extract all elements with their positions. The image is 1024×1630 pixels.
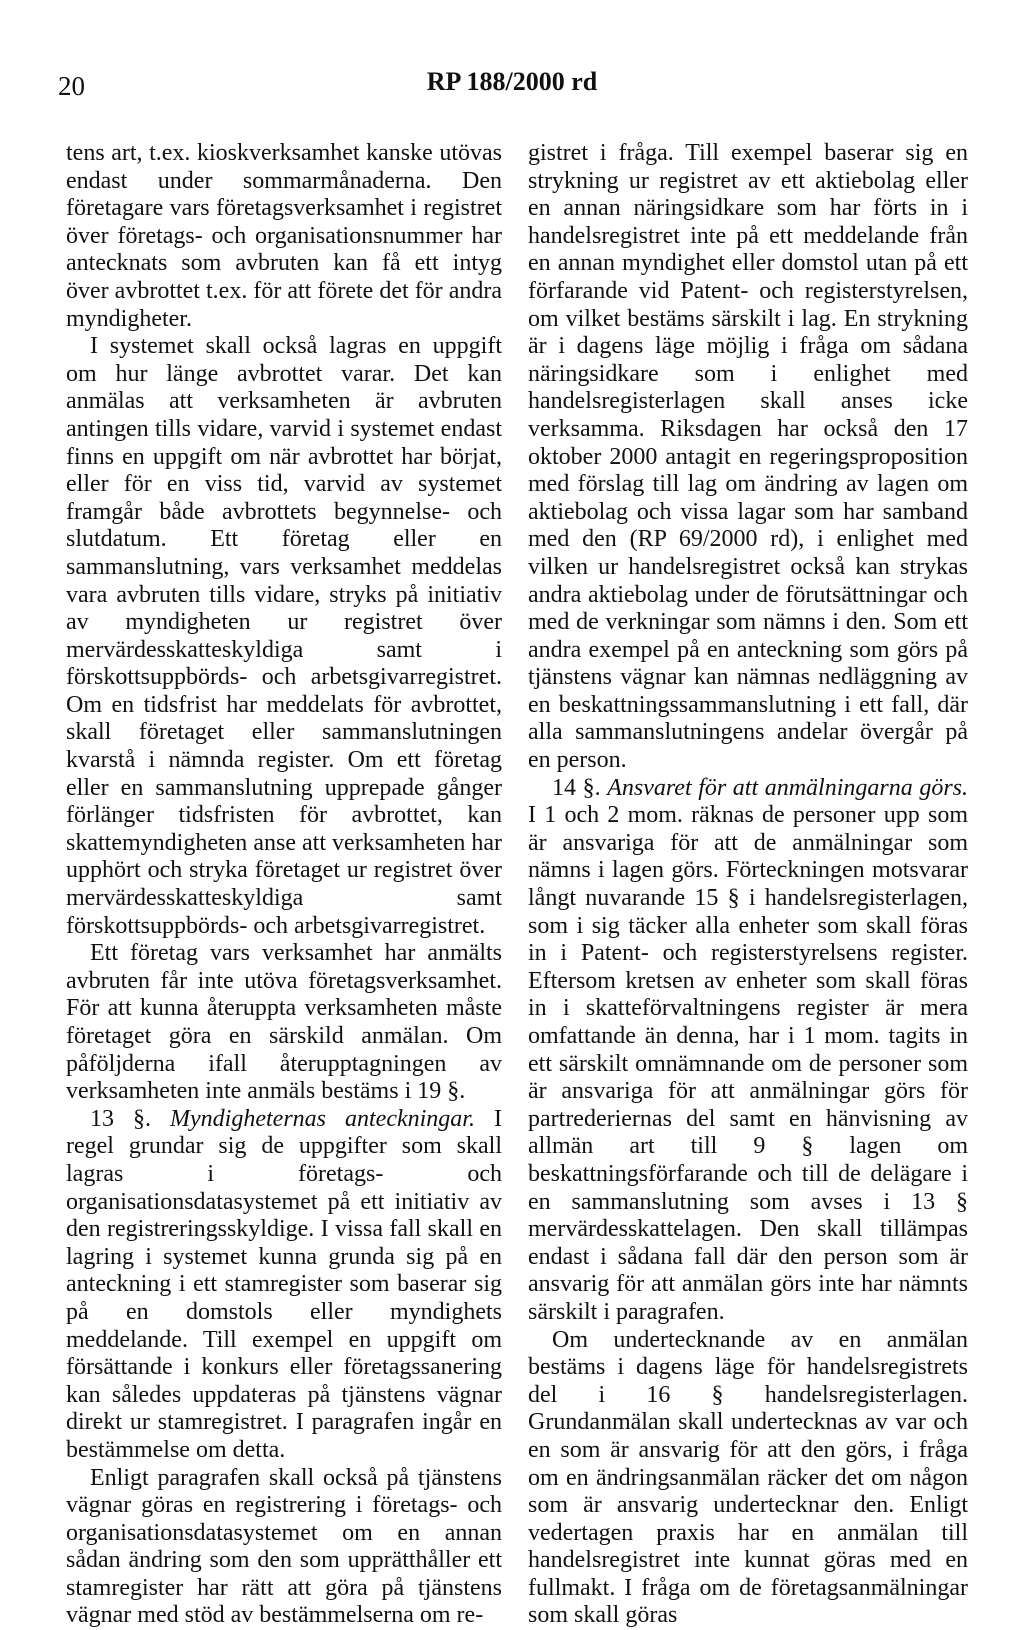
paragraph: Enligt paragrafen skall också på tjänstens vägnar göras en registrering i företags- och organisationsdatasystemet om en annan sådan ändring som den som upprätthåller ett stamregister har rätt att göra på tjänstens vägnar med stöd av bestämmelserna om re- (66, 1465, 502, 1630)
running-head: RP 188/2000 rd (0, 66, 1024, 98)
paragraph: Ett företag vars verksamhet har anmälts avbruten får inte utöva företagsverksamhet. För att kunna återuppta verksamheten måste företaget göra en särskild anmälan. Om påföljderna ifall återupptagningen av verksamheten inte anmäls bestäms i 19 §. (66, 940, 502, 1106)
right-column (528, 140, 968, 1630)
paragraph-text: I 1 och 2 mom. räknas de personer upp som är ansvariga för att de anmälningar som nämns i lagen görs. Förteckningen motsvarar långt nuvarande 15 § i handelsregisterlagen, som i sig täcker alla enheter som skall föras in i Patent- och registerstyrelsens register. Eftersom kretsen av enheter som skall föras in i skatteförvaltningens register är mera omfattande än denna, har i 1 mom. tagits in ett särskilt omnämnande om de personer som är ansvariga för att anmälningar görs för partrederiernas del samt en hänvisning av allmän art till 9 § lagen om beskattningsförfarande och till de delägare i en sammanslutning som avses i 13 § mervärdesskattelagen. Den skall tillämpas endast i sådana fall där den person som är ansvarig för att anmälan görs inte har nämnts särskilt i paragrafen. (528, 802, 968, 1325)
left-column (66, 140, 502, 1630)
section-13-paragraph (66, 1106, 502, 1465)
paragraph: tens art, t.ex. kioskverksamhet kanske utövas endast under sommarmånaderna. Den företagare vars företagsverksamhet i registret över företags- och organisationsnummer har antecknats som avbruten kan få ett intyg över avbrottet t.ex. för att förete det för andra myndigheter. (66, 140, 502, 333)
section-heading: Myndigheternas anteckningar. (170, 1106, 475, 1132)
paragraph: I systemet skall också lagras en uppgift om hur länge avbrottet varar. Det kan anmälas att verksamheten är avbruten antingen tills vidare, varvid i systemet endast finns en uppgift om när avbrottet har börjat, eller för en viss tid, varvid av systemet framgår både avbrottets begynnelse- och slutdatum. Ett företag eller en sammanslutning, vars verksamhet meddelas vara avbruten tills vidare, stryks på initiativ av myndigheten ur registret över mervärdesskatteskyldiga samt i förskottsuppbörds- och arbetsgivarregistret. Om en tidsfrist har meddelats för avbrottet, skall företaget eller sammanslutningen kvarstå i nämnda register. Om ett företag eller en sammanslutning upprepade gånger förlänger tidsfristen för avbrottet, kan skattemyndigheten anse att verksamheten har upphört och stryka företaget ur registret över mervärdesskatteskyldiga samt förskottsuppbörds- och arbetsgivarregistret. (66, 333, 502, 940)
paragraph: Om undertecknande av en anmälan bestäms i dagens läge för handelsregistrets del i 16 § handelsregisterlagen. Grundanmälan skall undertecknas av var och en som är ansvarig för att den görs, i fråga om en ändringsanmälan räcker det om någon som är ansvarig undertecknar den. Enligt vedertagen praxis har en anmälan till handelsregistret inte kunnat göras med en fullmakt. I fråga om de företagsanmälningar som skall göras (528, 1327, 968, 1630)
section-number: 14 §. (552, 775, 607, 801)
page-number: 20 (58, 70, 85, 102)
section-14-paragraph (528, 775, 968, 1327)
section-heading: Ansvaret för att anmälningarna görs. (607, 775, 968, 801)
section-number: 13 §. (90, 1106, 170, 1132)
paragraph-text: I regel grundar sig de uppgifter som skall lagras i företags- och organisationsdatasystemet på ett initiativ av den registreringsskyldige. I vissa fall skall en lagring i systemet kunna grunda sig på en anteckning i ett stamregister som baserar sig på en domstols eller myndighets meddelande. Till exempel en uppgift om försättande i konkurs eller företagssanering kan således uppdateras på tjänstens vägnar direkt ur stamregistret. I paragrafen ingår en bestämmelse om detta. (66, 1106, 502, 1463)
paragraph: gistret i fråga. Till exempel baserar sig en strykning ur registret av ett aktiebolag eller en annan näringsidkare som har förts in i handelsregistret inte på ett meddelande från en annan myndighet eller domstol utan på ett förfarande vid Patent- och registerstyrelsen, om vilket bestäms särskilt i lag. En strykning är i dagens läge möjlig i fråga om sådana näringsidkare som i enlighet med handelsregisterlagen skall anses icke verksamma. Riksdagen har också den 17 oktober 2000 antagit en regeringsproposition med förslag till lag om ändring av lagen om aktiebolag och vissa lagar som har samband med den (RP 69/2000 rd), i enlighet med vilken ur handelsregistret också kan strykas andra aktiebolag under de förutsättningar och med de verkningar som nämns i den. Som ett andra exempel på en anteckning som görs på tjänstens vägnar kan nämnas nedläggning av en beskattningssammanslutning i ett fall, där alla sammanslutningens andelar övergår på en person. (528, 140, 968, 775)
